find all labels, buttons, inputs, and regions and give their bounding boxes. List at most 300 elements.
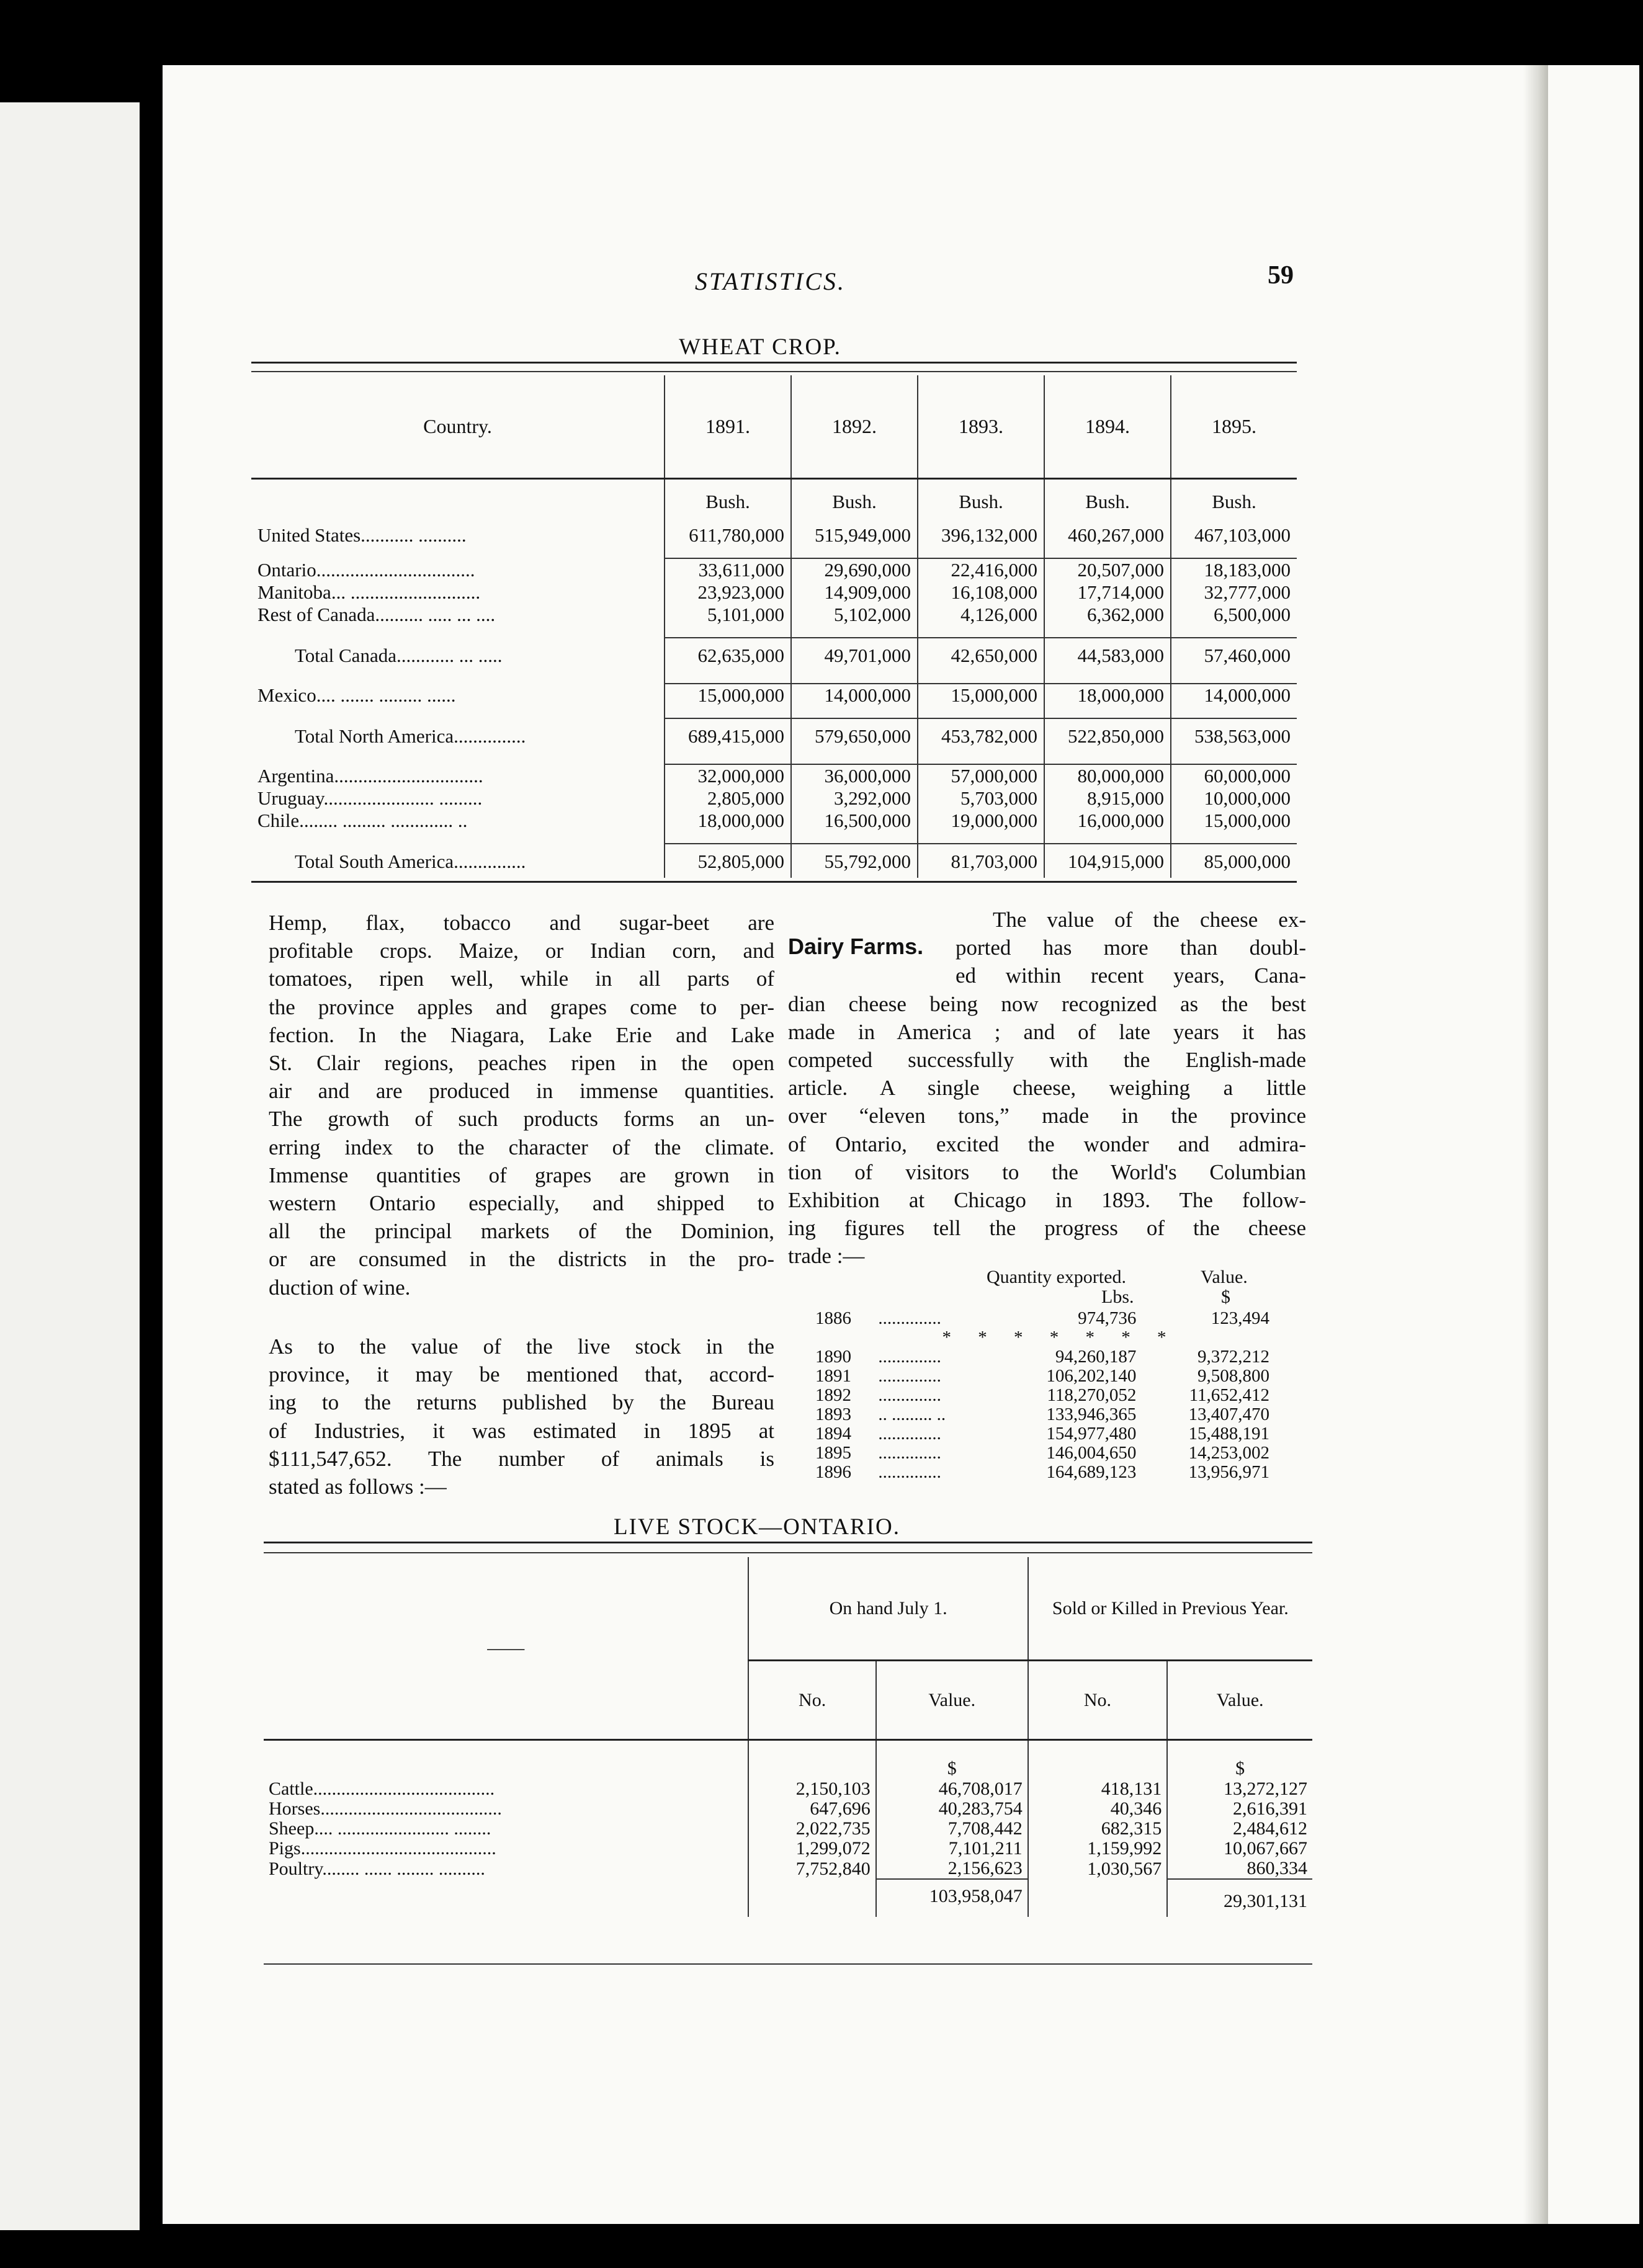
unit-label: Bush. xyxy=(791,479,918,514)
animal-label: Poultry xyxy=(269,1859,323,1879)
country-name xyxy=(251,581,665,604)
country-name xyxy=(251,604,665,626)
livestock-value: 46,708,017 xyxy=(876,1779,1028,1799)
bushel-value: 32,777,000 xyxy=(1171,581,1297,604)
gap-cell xyxy=(1171,547,1297,558)
gap-cell xyxy=(1044,672,1171,684)
bushel-value: 5,703,000 xyxy=(918,787,1044,810)
text-line: ing to the returns published by the Bureau xyxy=(269,1390,774,1415)
text-line: profitable crops. Maize, or Indian corn, and xyxy=(269,939,774,963)
wheat-row xyxy=(251,524,1297,547)
dot-leader: .............. xyxy=(878,1309,941,1328)
sub-header: No. xyxy=(748,1661,875,1740)
text-line: ported has more than doubl- xyxy=(956,935,1306,960)
left-paragraph-2 xyxy=(269,1333,774,1501)
gap-cell xyxy=(1044,752,1171,764)
sub-header: Value. xyxy=(1167,1661,1312,1740)
gap-cell xyxy=(665,707,791,718)
bushel-value: 5,101,000 xyxy=(665,604,791,626)
animal-name xyxy=(264,1819,748,1839)
currency-spacer xyxy=(264,1740,748,1780)
animal-label: Cattle xyxy=(269,1779,313,1799)
livestock-value: 860,334 xyxy=(1167,1859,1312,1879)
currency-symbol: $ xyxy=(876,1740,1028,1780)
text-line: stated as follows :— xyxy=(269,1475,447,1499)
animal-name xyxy=(264,1779,748,1799)
text-line: made in America ; and of late years it has xyxy=(788,1019,1306,1044)
gap-cell xyxy=(1044,707,1171,718)
text-line: dian cheese being now recognized as the best xyxy=(788,991,1306,1016)
gap-cell xyxy=(1171,752,1297,764)
bushel-value: 460,267,000 xyxy=(1044,524,1171,547)
page-edge xyxy=(1523,65,1548,2224)
cheese-row xyxy=(813,1463,1272,1482)
livestock-value: 2,150,103 xyxy=(748,1779,875,1799)
cheese-value: 9,372,212 xyxy=(1198,1347,1269,1367)
asterisk-row xyxy=(813,1328,1272,1347)
bushel-value: 6,362,000 xyxy=(1044,604,1171,626)
bushel-value: 3,292,000 xyxy=(791,787,918,810)
bushel-value: 2,805,000 xyxy=(665,787,791,810)
bushel-value: 19,000,000 xyxy=(918,810,1044,832)
dot-leader: ....................................... xyxy=(313,1779,495,1799)
dot-leader: .............. xyxy=(878,1463,941,1482)
bushel-value: 23,923,000 xyxy=(665,581,791,604)
cheese-quantity: 146,004,650 xyxy=(1046,1443,1137,1463)
cheese-value: 13,956,971 xyxy=(1188,1462,1269,1482)
year-header: 1892. xyxy=(791,375,918,479)
text-line: tomatoes, ripen well, while in all parts of xyxy=(269,967,774,991)
bushel-value: 85,000,000 xyxy=(1171,844,1297,878)
dot-leader: ............... xyxy=(454,850,526,872)
bushel-value: 18,183,000 xyxy=(1171,558,1297,581)
livestock-row xyxy=(264,1839,1312,1859)
gap-cell xyxy=(1044,513,1171,524)
wheat-row xyxy=(251,844,1297,878)
text-line: tion of visitors to the World's Columbian xyxy=(788,1159,1306,1184)
cheese-year: 1892 xyxy=(815,1385,851,1405)
cheese-year: 1890 xyxy=(815,1347,851,1367)
bushel-value: 579,650,000 xyxy=(791,718,918,752)
animal-label: Horses xyxy=(269,1799,321,1819)
livestock-value: 682,315 xyxy=(1028,1819,1168,1839)
country-name xyxy=(251,718,665,752)
gap-cell xyxy=(1044,626,1171,638)
dot-leader: ............... xyxy=(454,725,526,747)
gap-cell xyxy=(665,626,791,638)
cheese-quantity: 133,946,365 xyxy=(1046,1404,1137,1424)
gap-cell xyxy=(251,672,665,684)
cheese-row xyxy=(813,1386,1272,1405)
bushel-value: 6,500,000 xyxy=(1171,604,1297,626)
sold-killed-header: Sold or Killed in Previous Year. xyxy=(1028,1557,1312,1661)
cheese-qty-unit: Lbs. xyxy=(1101,1287,1134,1307)
bushel-value: 453,782,000 xyxy=(918,718,1044,752)
livestock-value: 2,484,612 xyxy=(1167,1819,1312,1839)
gap-cell xyxy=(791,626,918,638)
livestock-value: 7,752,840 xyxy=(748,1859,875,1879)
cheese-value: 123,494 xyxy=(1211,1308,1269,1328)
bushel-value: 14,000,000 xyxy=(1171,684,1297,707)
year-header: 1893. xyxy=(918,375,1044,479)
country-label: Ontario xyxy=(257,558,316,581)
text-line: ing figures tell the progress of the cheese xyxy=(788,1216,1306,1241)
livestock-value: 418,131 xyxy=(1028,1779,1168,1799)
dot-leader: .... ....... ......... ...... xyxy=(316,684,456,706)
page-number: 59 xyxy=(1268,261,1294,290)
dot-leader: ............................... xyxy=(334,764,483,787)
gap-cell xyxy=(1044,832,1171,844)
total-spacer xyxy=(264,1879,748,1917)
cheese-export-table xyxy=(813,1309,1272,1482)
on-hand-header: On hand July 1. xyxy=(748,1557,1027,1661)
country-label: Rest of Canada xyxy=(257,604,375,625)
cheese-row xyxy=(813,1405,1272,1424)
gap-cell xyxy=(665,832,791,844)
wheat-row xyxy=(251,764,1297,787)
bushel-value: 5,102,000 xyxy=(791,604,918,626)
country-label: Manitoba xyxy=(257,581,331,603)
text-line: The growth of such products forms an un- xyxy=(269,1107,774,1132)
country-header: Country. xyxy=(251,375,665,479)
gap-cell xyxy=(1171,832,1297,844)
row-gap xyxy=(251,626,1297,638)
gap-cell xyxy=(918,547,1044,558)
sub-header: No. xyxy=(1028,1661,1168,1740)
gap-cell xyxy=(251,626,665,638)
livestock-value: 13,272,127 xyxy=(1167,1779,1312,1799)
cheese-value-unit: $ xyxy=(1221,1287,1230,1307)
bushel-value: 16,108,000 xyxy=(918,581,1044,604)
bushel-value: 44,583,000 xyxy=(1044,638,1171,672)
unit-label: Bush. xyxy=(665,479,791,514)
dot-leader: ... ........................... xyxy=(331,581,481,603)
gap-cell xyxy=(791,707,918,718)
dot-leader: ....................... ......... xyxy=(323,787,483,809)
dot-leader: .............. xyxy=(878,1444,941,1463)
bushel-value: 689,415,000 xyxy=(665,718,791,752)
text-line: air and are produced in immense quantities. xyxy=(269,1079,774,1104)
dot-leader: .. ......... .. xyxy=(878,1405,946,1424)
text-line: $111,547,652. The number of animals is xyxy=(269,1446,774,1471)
animal-label: Pigs xyxy=(269,1839,301,1859)
bushel-value: 57,000,000 xyxy=(918,764,1044,787)
text-line: As to the value of the live stock in the xyxy=(269,1334,774,1359)
wheat-bottom-rule xyxy=(251,881,1297,883)
country-label: Total North America xyxy=(295,725,454,747)
cheese-value: 15,488,191 xyxy=(1188,1424,1269,1444)
wheat-row xyxy=(251,718,1297,752)
cheese-quantity: 106,202,140 xyxy=(1046,1366,1137,1386)
livestock-value: 1,159,992 xyxy=(1028,1839,1168,1859)
gap-cell xyxy=(918,707,1044,718)
cheese-value: 13,407,470 xyxy=(1188,1404,1269,1424)
text-line: Exhibition at Chicago in 1893. The follow- xyxy=(788,1188,1306,1213)
bushel-value: 16,500,000 xyxy=(791,810,918,832)
text-line: over “eleven tons,” made in the province xyxy=(788,1104,1306,1128)
row-gap xyxy=(251,513,1297,524)
dot-leader: ................................. xyxy=(316,558,475,581)
livestock-table xyxy=(264,1557,1312,1917)
livestock-value: 40,283,754 xyxy=(876,1799,1028,1819)
cheese-row xyxy=(813,1309,1272,1328)
bushel-value: 8,915,000 xyxy=(1044,787,1171,810)
gap-cell xyxy=(918,752,1044,764)
currency-spacer xyxy=(748,1740,875,1780)
cheese-quantity: 94,260,187 xyxy=(1055,1347,1137,1367)
country-label: Mexico xyxy=(257,684,316,706)
cheese-row xyxy=(813,1424,1272,1444)
gap-cell xyxy=(1171,707,1297,718)
text-line: western Ontario especially, and shipped to xyxy=(269,1191,774,1216)
livestock-value: 2,156,623 xyxy=(876,1859,1028,1879)
row-gap xyxy=(251,752,1297,764)
cheese-quantity: 118,270,052 xyxy=(1047,1385,1137,1405)
gap-cell xyxy=(918,672,1044,684)
bushel-value: 15,000,000 xyxy=(665,684,791,707)
bushel-value: 104,915,000 xyxy=(1044,844,1171,878)
livestock-value: 1,030,567 xyxy=(1028,1859,1168,1879)
row-gap xyxy=(251,707,1297,718)
country-name xyxy=(251,684,665,707)
dot-leader: .......................................... xyxy=(300,1839,496,1859)
country-label: Uruguay xyxy=(257,787,324,809)
gap-cell xyxy=(251,513,665,524)
country-label: United States xyxy=(257,524,361,546)
dot-leader: .............. xyxy=(878,1386,941,1405)
animal-label: Sheep xyxy=(269,1819,315,1839)
bushel-value: 17,714,000 xyxy=(1044,581,1171,604)
cheese-row xyxy=(813,1347,1272,1367)
text-line: province, it may be mentioned that, accord- xyxy=(269,1362,774,1387)
livestock-total-row xyxy=(264,1879,1312,1917)
row-gap xyxy=(251,672,1297,684)
country-label: Argentina xyxy=(257,764,334,787)
unit-spacer xyxy=(251,479,665,514)
wheat-top-rule xyxy=(251,362,1297,364)
animal-name xyxy=(264,1839,748,1859)
livestock-value: 647,696 xyxy=(748,1799,875,1819)
bushel-value: 20,507,000 xyxy=(1044,558,1171,581)
text-line: duction of wine. xyxy=(269,1275,411,1300)
country-name xyxy=(251,787,665,810)
livestock-value: 2,022,735 xyxy=(748,1819,875,1839)
adjacent-page-strip xyxy=(0,102,140,2230)
wheat-row xyxy=(251,558,1297,581)
unit-label: Bush. xyxy=(1171,479,1297,514)
livestock-value: 7,708,442 xyxy=(876,1819,1028,1839)
animal-name xyxy=(264,1799,748,1819)
year-header: 1894. xyxy=(1044,375,1171,479)
dot-leader: .............. xyxy=(878,1347,941,1367)
dot-leader: ............ ... ..... xyxy=(396,644,503,666)
livestock-value: 40,346 xyxy=(1028,1799,1168,1819)
cheese-year: 1891 xyxy=(815,1366,851,1386)
dairy-paragraph xyxy=(788,906,1306,1270)
livestock-row xyxy=(264,1799,1312,1819)
bushel-value: 611,780,000 xyxy=(665,524,791,547)
livestock-value: 7,101,211 xyxy=(876,1839,1028,1859)
text-line: the province apples and grapes come to per- xyxy=(269,994,774,1019)
text-line: trade :— xyxy=(788,1244,865,1269)
total-spacer xyxy=(748,1879,875,1917)
gap-cell xyxy=(665,547,791,558)
bushel-value: 52,805,000 xyxy=(665,844,791,878)
livestock-value: 1,299,072 xyxy=(748,1839,875,1859)
sold-killed-total: 29,301,131 xyxy=(1167,1879,1312,1917)
cheese-quantity: 974,736 xyxy=(1078,1308,1137,1328)
on-hand-total: 103,958,047 xyxy=(876,1879,1028,1917)
cheese-year: 1886 xyxy=(815,1308,851,1328)
unit-label: Bush. xyxy=(918,479,1044,514)
bushel-value: 33,611,000 xyxy=(665,558,791,581)
bushel-value: 14,000,000 xyxy=(791,684,918,707)
bushel-value: 22,416,000 xyxy=(918,558,1044,581)
gap-cell xyxy=(1044,547,1171,558)
country-name xyxy=(251,638,665,672)
gap-cell xyxy=(791,547,918,558)
text-line: Immense quantities of grapes are grown in xyxy=(269,1163,774,1187)
country-name xyxy=(251,844,665,878)
bushel-value: 10,000,000 xyxy=(1171,787,1297,810)
gap-cell xyxy=(665,752,791,764)
currency-spacer xyxy=(1028,1740,1168,1780)
bushel-value: 81,703,000 xyxy=(918,844,1044,878)
wheat-row xyxy=(251,684,1297,707)
cheese-year: 1895 xyxy=(815,1443,851,1463)
text-line: article. A single cheese, weighing a little xyxy=(788,1076,1306,1101)
cheese-value: 9,508,800 xyxy=(1198,1366,1269,1386)
country-label: Chile xyxy=(257,810,300,831)
bushel-value: 538,563,000 xyxy=(1171,718,1297,752)
gap-cell xyxy=(251,752,665,764)
text-line: ed within recent years, Cana- xyxy=(956,963,1306,988)
animal-name xyxy=(264,1859,748,1879)
text-line: erring index to the character of the climate. xyxy=(269,1135,774,1159)
gap-cell xyxy=(918,513,1044,524)
bushel-value: 515,949,000 xyxy=(791,524,918,547)
gap-cell xyxy=(665,672,791,684)
bushel-value: 57,460,000 xyxy=(1171,638,1297,672)
dot-leader: ........... .......... xyxy=(360,524,467,546)
bushel-value: 60,000,000 xyxy=(1171,764,1297,787)
livestock-value: 2,616,391 xyxy=(1167,1799,1312,1819)
bushel-value: 396,132,000 xyxy=(918,524,1044,547)
wheat-top-rule-2 xyxy=(251,371,1297,372)
gap-cell xyxy=(665,513,791,524)
asterisks: * * * * * * * xyxy=(942,1328,1178,1347)
wheat-crop-table xyxy=(251,375,1297,878)
bushel-value: 49,701,000 xyxy=(791,638,918,672)
row-gap xyxy=(251,832,1297,844)
text-line: St. Clair regions, peaches ripen in the open xyxy=(269,1051,774,1076)
country-name xyxy=(251,810,665,832)
dot-leader: .... ........................ ........ xyxy=(314,1819,491,1839)
dot-leader: ........ ...... ........ .......... xyxy=(322,1859,485,1879)
cheese-year: 1896 xyxy=(815,1462,851,1482)
cheese-value-header: Value. xyxy=(1201,1267,1248,1287)
bushel-value: 14,909,000 xyxy=(791,581,918,604)
bushel-value: 62,635,000 xyxy=(665,638,791,672)
livestock-value: 10,067,667 xyxy=(1167,1839,1312,1859)
cheese-quantity: 154,977,480 xyxy=(1046,1424,1137,1444)
bushel-value: 15,000,000 xyxy=(1171,810,1297,832)
livestock-caption: LIVE STOCK—ONTARIO. xyxy=(614,1514,900,1540)
gap-cell xyxy=(1171,626,1297,638)
sub-header: Value. xyxy=(876,1661,1028,1740)
livestock-top-rule xyxy=(264,1542,1312,1543)
gap-cell xyxy=(918,832,1044,844)
bushel-value: 4,126,000 xyxy=(918,604,1044,626)
gap-cell xyxy=(1171,672,1297,684)
bushel-value: 29,690,000 xyxy=(791,558,918,581)
livestock-bottom-rule xyxy=(264,1963,1312,1965)
livestock-top-rule-2 xyxy=(264,1552,1312,1553)
wheat-row xyxy=(251,604,1297,626)
dot-leader: ........ ......... ............. .. xyxy=(299,810,468,831)
wheat-row xyxy=(251,810,1297,832)
wheat-row xyxy=(251,581,1297,604)
corner-dash: —— xyxy=(264,1557,748,1740)
bushel-value: 32,000,000 xyxy=(665,764,791,787)
gap-cell xyxy=(918,626,1044,638)
cheese-row xyxy=(813,1444,1272,1463)
text-line: The value of the cheese ex- xyxy=(993,908,1306,932)
cheese-quantity: 164,689,123 xyxy=(1046,1462,1137,1482)
gap-cell xyxy=(251,547,665,558)
livestock-row xyxy=(264,1859,1312,1879)
currency-symbol: $ xyxy=(1167,1740,1312,1780)
text-line: all the principal markets of the Dominion, xyxy=(269,1219,774,1244)
bushel-value: 18,000,000 xyxy=(1044,684,1171,707)
gap-cell xyxy=(791,672,918,684)
dot-leader: .......... ..... ... .... xyxy=(375,604,496,625)
gap-cell xyxy=(1171,513,1297,524)
running-title: STATISTICS. xyxy=(695,267,846,295)
text-line: or are consumed in the districts in the pro- xyxy=(269,1247,774,1272)
bushel-value: 16,000,000 xyxy=(1044,810,1171,832)
total-spacer xyxy=(1028,1879,1168,1917)
bushel-value: 18,000,000 xyxy=(665,810,791,832)
cheese-row xyxy=(813,1367,1272,1386)
gap-cell xyxy=(251,707,665,718)
left-paragraph-1 xyxy=(269,909,774,1301)
wheat-caption: WHEAT CROP. xyxy=(679,334,841,360)
cheese-year: 1894 xyxy=(815,1424,851,1444)
bushel-value: 15,000,000 xyxy=(918,684,1044,707)
year-header: 1895. xyxy=(1171,375,1297,479)
dairy-farms-side-title: Dairy Farms. xyxy=(788,934,924,959)
country-name xyxy=(251,524,665,547)
gap-cell xyxy=(791,832,918,844)
text-line: of Ontario, excited the wonder and admira- xyxy=(788,1132,1306,1156)
bushel-value: 467,103,000 xyxy=(1171,524,1297,547)
text-line: of Industries, it was estimated in 1895 at xyxy=(269,1418,774,1443)
cheese-qty-header: Quantity exported. xyxy=(987,1267,1126,1287)
year-header: 1891. xyxy=(665,375,791,479)
wheat-row xyxy=(251,787,1297,810)
text-line: fection. In the Niagara, Lake Erie and Lake xyxy=(269,1022,774,1047)
gap-cell xyxy=(251,832,665,844)
cheese-value: 14,253,002 xyxy=(1188,1443,1269,1463)
text-line: competed successfully with the English-made xyxy=(788,1048,1306,1073)
dot-leader: .............. xyxy=(878,1424,941,1444)
text-line: Hemp, flax, tobacco and sugar-beet are xyxy=(269,911,774,935)
gap-cell xyxy=(791,752,918,764)
livestock-row xyxy=(264,1819,1312,1839)
bushel-value: 42,650,000 xyxy=(918,638,1044,672)
cheese-year: 1893 xyxy=(815,1404,851,1424)
